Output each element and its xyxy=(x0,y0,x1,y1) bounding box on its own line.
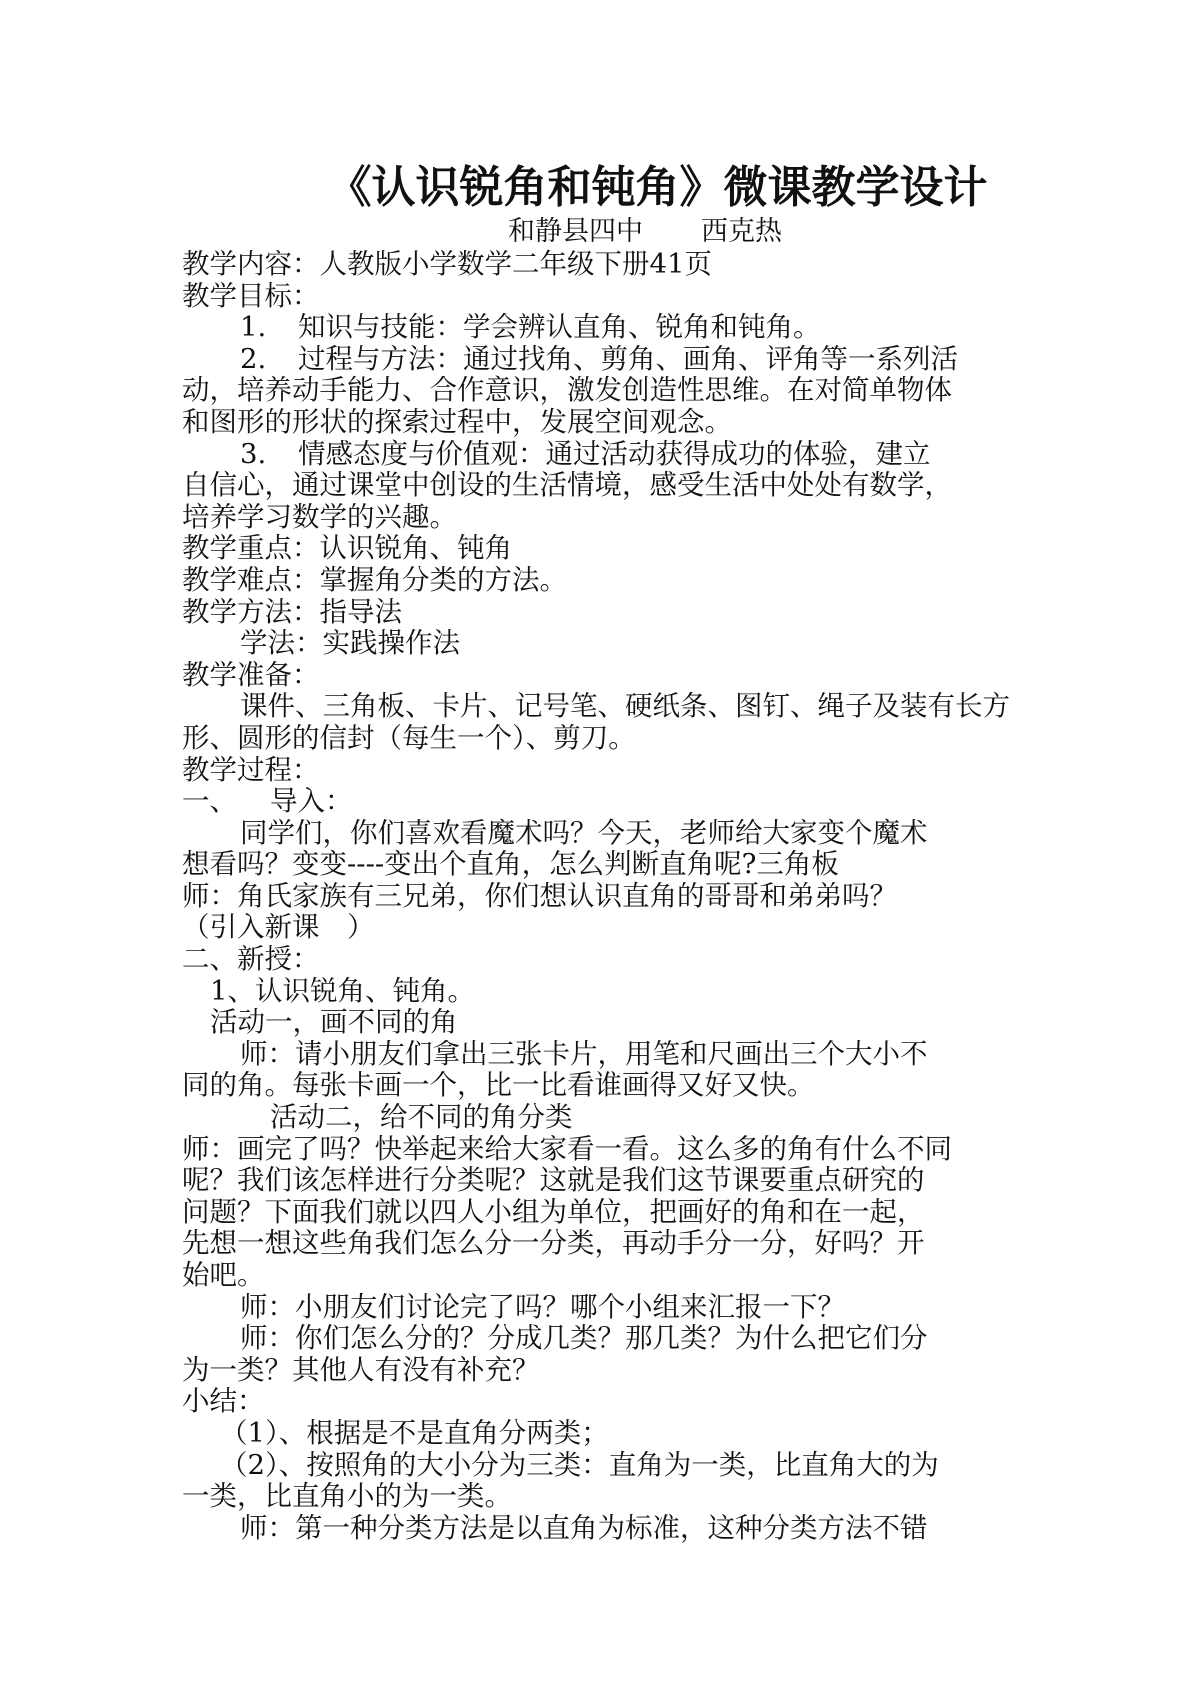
text-line: 为一类？其他人有没有补充？ xyxy=(182,1353,540,1386)
text-line: 教学方法：指导法 xyxy=(182,595,402,628)
text-line: 师：画完了吗？快举起来给大家看一看。这么多的角有什么不同 xyxy=(182,1132,952,1165)
text-line: 2. 过程与方法：通过找角、剪角、画角、评角等一系列活 xyxy=(240,342,958,375)
text-line: 形、圆形的信封（每生一个）、剪刀。 xyxy=(182,721,636,754)
text-line: （2）、按照角的大小分为三类：直角为一类，比直角大的为 xyxy=(220,1448,939,1481)
list-number: 3. xyxy=(240,437,267,470)
text-line: 师：第一种分类方法是以直角为标准，这种分类方法不错 xyxy=(240,1511,928,1544)
text-line: 1、认识锐角、钝角。 xyxy=(210,974,475,1007)
text-line: 教学难点：掌握角分类的方法。 xyxy=(182,563,567,596)
section-heading: 教学目标： xyxy=(182,279,320,312)
document-body xyxy=(182,249,1022,1544)
text-line: 先想一想这些角我们怎么分一分类，再动手分一分，好吗？开 xyxy=(182,1227,925,1260)
text-line: 活动一，画不同的角 xyxy=(210,1006,458,1039)
text-line: 一、 导入： xyxy=(182,785,353,818)
document-title: 《认识锐角和钝角》微课教学设计 xyxy=(327,162,988,213)
text-line: （引入新课 ） xyxy=(182,911,375,944)
text-line: 呢？我们该怎样进行分类呢？这就是我们这节课要重点研究的 xyxy=(182,1164,925,1197)
text-line: 活动二，给不同的角分类 xyxy=(270,1101,573,1134)
text-line: 问题？下面我们就以四人小组为单位，把画好的角和在一起， xyxy=(182,1195,925,1228)
text-line: 教学重点：认识锐角、钝角 xyxy=(182,532,512,565)
text-line: 同的角。每张卡画一个，比一比看谁画得又好又快。 xyxy=(182,1069,815,1102)
section-heading: 教学过程： xyxy=(182,753,320,786)
text-line: 培养学习数学的兴趣。 xyxy=(182,500,457,533)
list-number: 2. xyxy=(240,342,267,375)
author-line xyxy=(508,214,782,250)
text-line: 动，培养动手能力、合作意识，激发创造性思维。在对简单物体 xyxy=(182,374,952,407)
text-line: 学法：实践操作法 xyxy=(240,627,460,660)
text-line: 课件、三角板、卡片、记号笔、硬纸条、图钉、绳子及装有长方 xyxy=(240,690,1010,723)
text-line: 教学内容：人教版小学数学二年级下册41页 xyxy=(182,248,712,280)
text-line: 自信心，通过课堂中创设的生活情境，感受生活中处处有数学， xyxy=(182,469,952,502)
text-line: 师：角氏家族有三兄弟，你们想认识直角的哥哥和弟弟吗？ xyxy=(182,879,897,912)
text-line: （1）、根据是不是直角分两类； xyxy=(220,1416,609,1449)
section-heading: 二、新授： xyxy=(182,943,320,976)
section-heading: 教学准备： xyxy=(182,658,320,691)
list-number: 1. xyxy=(240,311,267,344)
text-line: 同学们，你们喜欢看魔术吗？今天，老师给大家变个魔术 xyxy=(240,816,928,849)
text-line: 想看吗？变变----变出个直角，怎么判断直角呢?三角板 xyxy=(182,848,839,881)
author-name: 西克热 xyxy=(701,216,782,247)
text-line: 师：你们怎么分的？分成几类？那几类？为什么把它们分 xyxy=(240,1322,928,1355)
text-line: 和图形的形状的探索过程中，发展空间观念。 xyxy=(182,405,732,438)
text-line: 1. 知识与技能：学会辨认直角、锐角和钝角。 xyxy=(240,311,821,344)
text-line: 师：小朋友们讨论完了吗？哪个小组来汇报一下？ xyxy=(240,1290,845,1323)
text-line: 始吧。 xyxy=(182,1259,265,1291)
author-school: 和静县四中 xyxy=(508,216,643,247)
section-heading: 小结： xyxy=(182,1385,265,1418)
text-line: 师：请小朋友们拿出三张卡片，用笔和尺画出三个大小不 xyxy=(240,1037,928,1070)
section-number: 一、 xyxy=(182,785,237,818)
text-line: 3. 情感态度与价值观：通过活动获得成功的体验，建立 xyxy=(240,437,931,470)
text-line: 一类，比直角小的为一类。 xyxy=(182,1480,512,1513)
